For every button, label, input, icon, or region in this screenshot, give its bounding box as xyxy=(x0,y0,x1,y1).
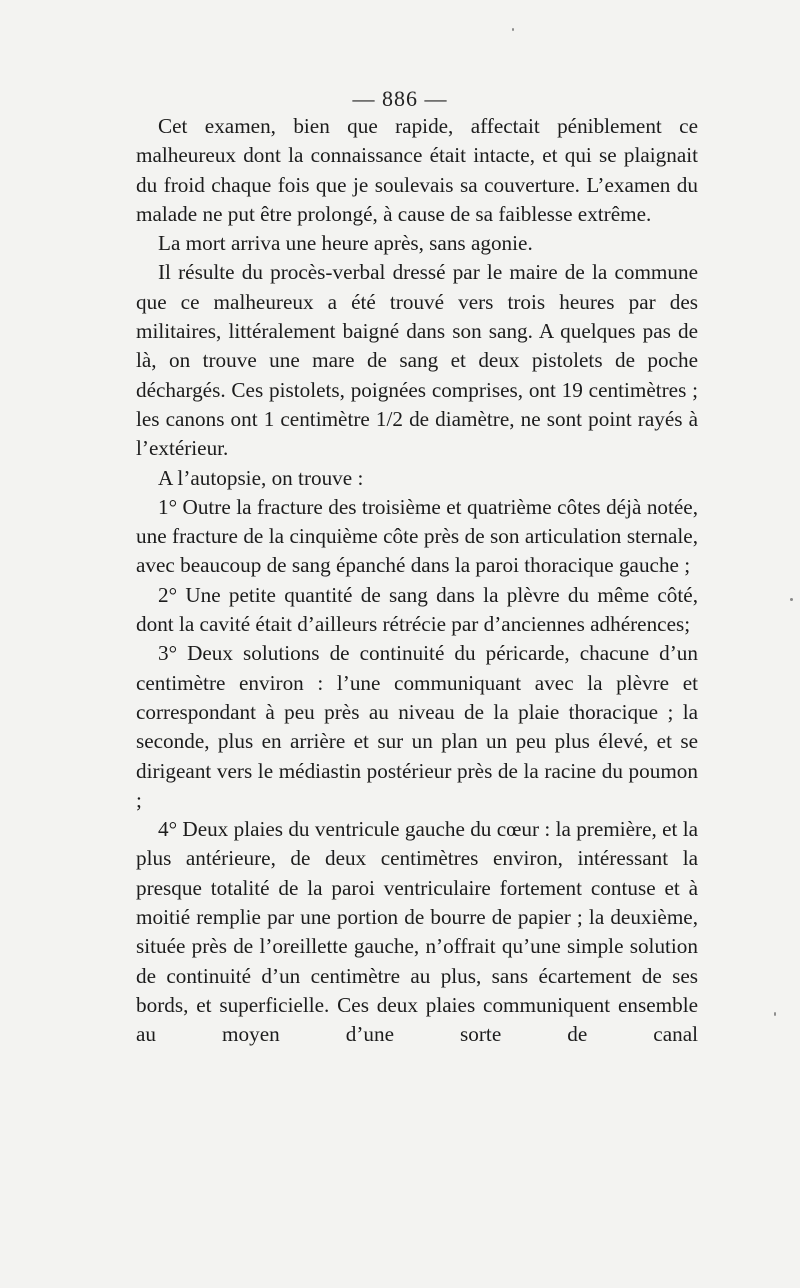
paper-speck xyxy=(512,28,514,31)
paper-speck xyxy=(790,598,793,601)
paper-speck xyxy=(774,1012,776,1016)
paragraph-autopsie: A l’autopsie, on trouve : xyxy=(158,465,364,490)
body-text xyxy=(136,112,698,1050)
paragraph-item-2: 2° Une petite quantité de sang dans la plèvre du même côté, dont la cavité était d’ailleurs rétrécie par d’anciennes adhérences; xyxy=(136,582,698,637)
paragraph-item-4: 4° Deux plaies du ventricule gauche du cœur : la première, et la plus antérieure, de deux centimètres environ, intéressant la presque totalité de la paroi ventriculaire fortement contuse et à moitié remplie par une portion de bourre de papier ; la deuxième, située près de l’oreillette gauche, n’offrait qu’une simple solution de continuité d’un centimètre au plus, sans écartement de ses bords, et superficielle. Ces deux plaies communiquent ensemble au moyen d’une sorte de canal xyxy=(136,817,698,1047)
paragraph-item-3: 3° Deux solutions de continuité du péricarde, chacune d’un centimètre environ : l’une communiquant avec la plèvre et correspondant à peu près au niveau de la plaie thoracique ; la seconde, plus en arrière et sur un plan un peu plus élevé, et se dirigeant vers le médiastin postérieur près de la racine du poumon ; xyxy=(136,641,698,812)
paragraph-mort: La mort arriva une heure après, sans agonie. xyxy=(158,231,533,256)
paragraph-item-1: 1° Outre la fracture des troisième et quatrième côtes déjà notée, une fracture de la cinquième côte près de son articulation sternale, avec beaucoup de sang épanché dans la paroi thoracique gauche ; xyxy=(136,494,698,578)
page-number: — 886 — xyxy=(352,86,448,111)
paragraph-examen: Cet examen, bien que rapide, affectait péniblement ce malheureux dont la connaissance était intacte, et qui se plaignait du froid chaque fois que je soulevais sa couverture. L’examen du malade ne put être prolongé, à cause de sa faiblesse extrême. xyxy=(136,114,698,226)
paragraph-proces-verbal: Il résulte du procès-verbal dressé par le maire de la commune que ce malheureux a été trouvé vers trois heures par des militaires, littéralement baigné dans son sang. A quelques pas de là, on trouve une mare de sang et deux pistolets de poche déchargés. Ces pistolets, poignées comprises, ont 19 centimètres ; les canons ont 1 centimètre 1/2 de diamètre, ne sont point rayés à l’extérieur. xyxy=(136,260,698,461)
